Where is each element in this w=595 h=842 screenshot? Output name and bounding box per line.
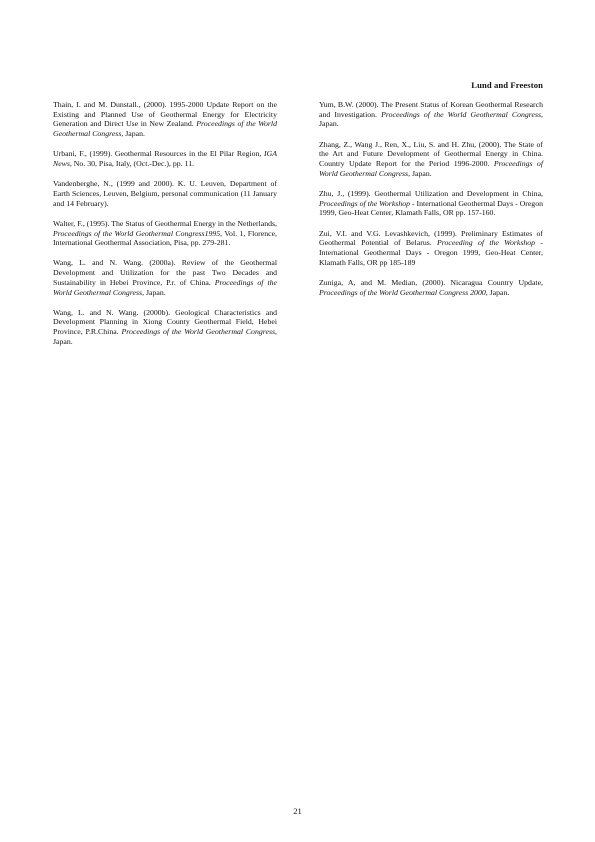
ref-text: - International Geothermal Days - Oregon 1999, Geo-Heat Center, Klamath Falls, OR pp 185-189 [319,238,543,267]
ref-source: Proceedings of the World Geothermal Congress 2000, [319,287,488,297]
reference-zhu-1999 [319,189,543,218]
running-head: Lund and Freeston [471,80,543,90]
reference-zuniga-2000 [319,278,543,297]
ref-source: Proceedings of the World Geothermal Congress, [121,327,277,337]
ref-source: Proceedings of the Workshop [319,198,411,208]
ref-source: Proceeding of the Workshop [437,238,536,248]
reference-vandenberghe-1999 [53,179,277,208]
ref-text: Wang, L. and N. Wang. (2000b). Geological Characteristics and Development Planning in Xiong County Geothermal Field, Hebei Province, P.R.China. [53,307,277,337]
ref-text: Urbani, F., (1999). Geothermal Resources in the El Pilar Region, [53,149,264,159]
ref-text: Japan. [144,287,166,297]
ref-source: IGA News [53,149,277,169]
ref-source: Proceedings of World Geothermal Congress, [319,159,543,178]
ref-text: Zuniga, A, and M. Median, (2000). Nicaragua Country Update, [319,277,543,287]
ref-text: , No. 30, Pisa, Italy, (Oct.-Dec.), pp. 11. [69,159,195,169]
ref-source: Proceedings of the World Geothermal Congress, [53,277,277,297]
reference-thain-2000 [53,100,277,139]
ref-text: Wang, L. and N. Wang. (2000a). Review of the Geothermal Development and Utilization for the past Two Decades and Sustainability in Hebei Province, P.r. of China. [53,258,277,287]
ref-text: Zhu, J., (1999). Geothermal Utilization and Development in China, [319,188,543,198]
ref-source: Proceedings of the World Geothermal Congress, [381,109,543,119]
ref-text: Japan. [319,119,339,129]
ref-text: Thain, I. and M. Dunstall., (2000). 1995-2000 Update Report on the Existing and Planned Use of Geothermal Energy for Electricity Generation and Direct Use in New Zealand. [53,100,277,129]
reference-wang-2000b [53,308,277,347]
ref-text: Japan. [53,336,73,346]
ref-source: Proceedings of the World Geothermal Congress1995, [53,228,223,238]
references-right-column [319,100,543,308]
page-number: 21 [293,806,302,816]
ref-source: Proceedings of the World Geothermal Congress, [53,119,277,139]
reference-wang-2000a [53,258,277,297]
reference-yum-2000 [319,100,543,129]
reference-zui-1999 [319,229,543,268]
ref-text: Vandenberghe, N., (1999 and 2000). K. U. Leuven, Department of Earth Sciences, Leuven, Belgium, personal communication (11 January and 14 February). [53,179,277,208]
ref-text: Yum, B.W. (2000). The Present Status of Korean Geothermal Research and Investigation. [319,100,543,119]
reference-urbani-1999 [53,149,277,168]
ref-text: Zui, V.I. and V.G. Levashkevich, (1999). Preliminary Estimates of Geothermal Potential of Belarus. [319,228,543,248]
references-left-column [53,100,277,357]
ref-text: Japan. [487,287,510,297]
ref-text: Zhang, Z., Wang J., Ren, X., Liu, S. and H. Zhu, (2000). The State of the Art and Future Development of Geothermal Energy in China. Country Update Report for the Period 1996-2000. [319,139,543,169]
ref-text: Japan. [123,129,145,139]
ref-text: - International Geothermal Days - Oregon 1999, Geo-Heat Center, Klamath Falls, OR pp. 157-160. [319,198,543,218]
reference-zhang-2000 [319,140,543,179]
ref-text: Vol. 1, Florence, International Geothermal Association, Pisa, pp. 279-281. [53,228,277,248]
reference-walter-1995 [53,219,277,248]
ref-text: Walter, F., (1995). The Status of Geothermal Energy in the Netherlands, [53,218,277,228]
ref-text: Japan. [410,168,432,178]
